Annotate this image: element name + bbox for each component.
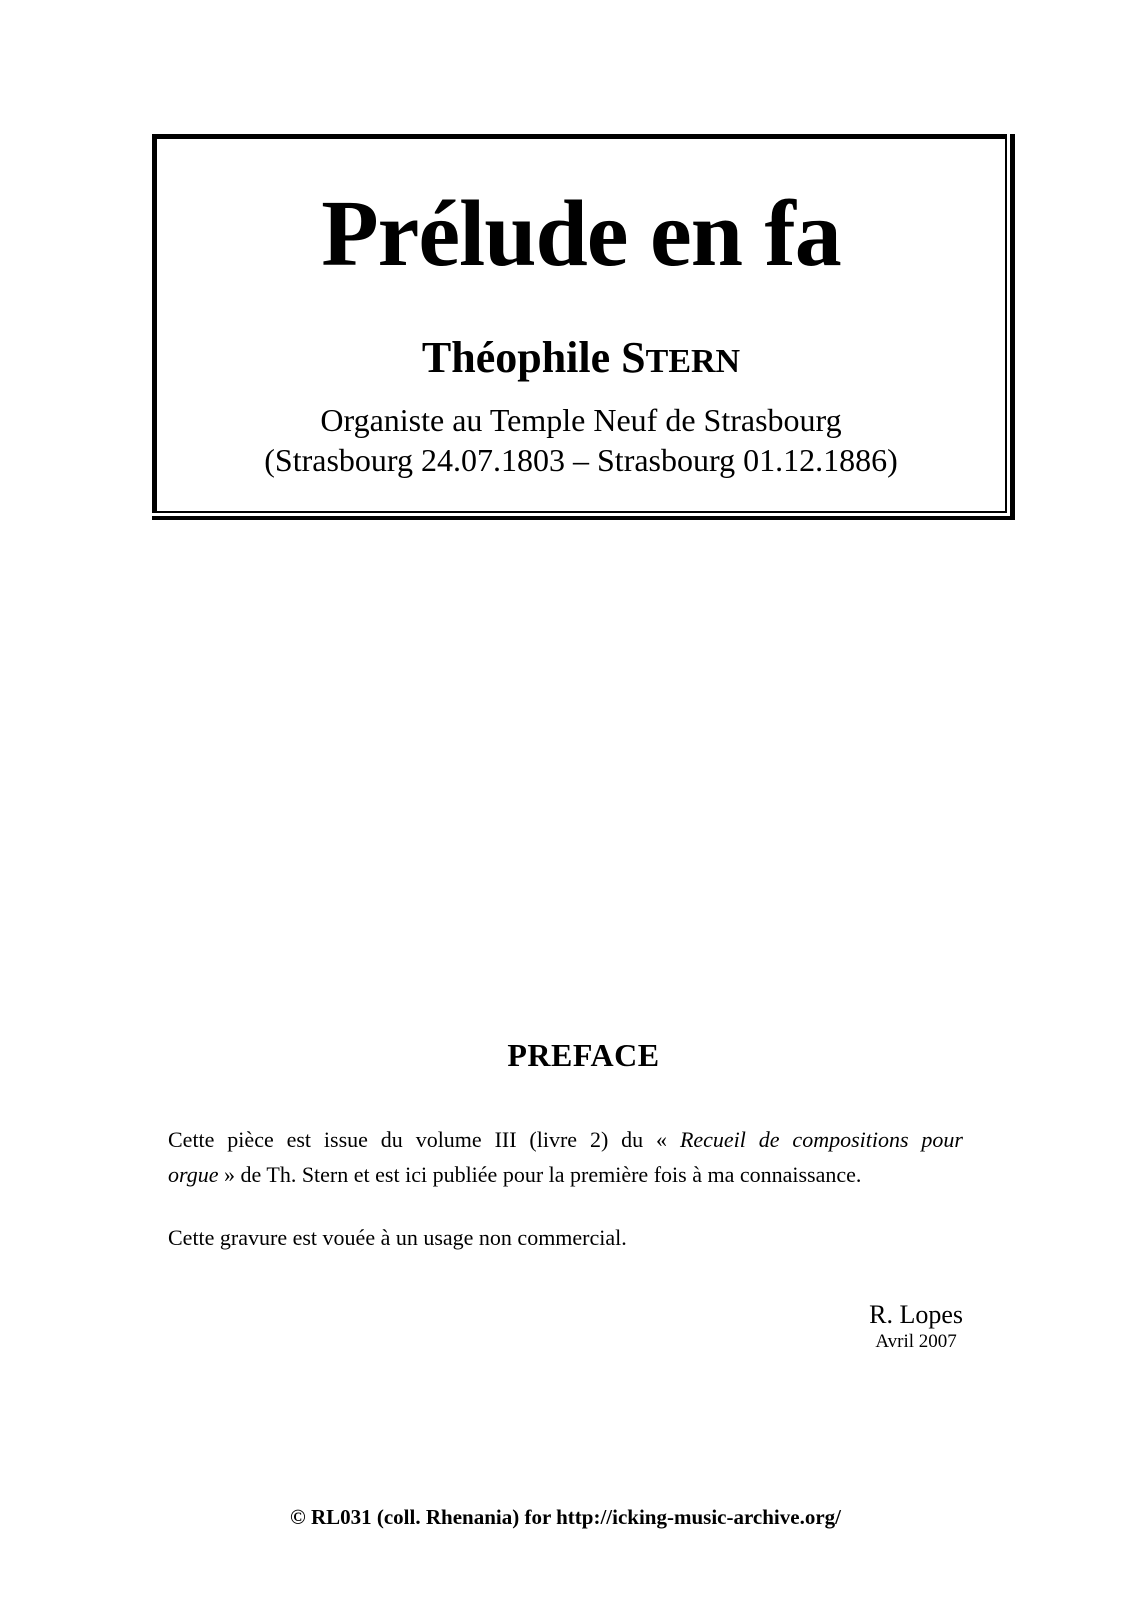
composer-last-initial: S	[621, 333, 646, 382]
paragraph-text-roman-end: » de Th. Stern et est ici publiée pour la première fois à ma connaissance.	[218, 1162, 862, 1187]
piece-title: Prélude en fa	[321, 182, 841, 286]
preface-paragraph-1	[168, 1122, 963, 1192]
signature-date: Avril 2007	[875, 1330, 957, 1352]
preface-paragraph-2: Cette gravure est vouée à un usage non commercial.	[168, 1225, 627, 1250]
paragraph-text-italic-title-end: orgue	[168, 1162, 219, 1187]
title-box	[152, 134, 1015, 520]
composer-last-smallcaps: TERN	[645, 343, 741, 380]
paragraph-text-italic-title: Recueil de compositions pour	[679, 1127, 963, 1152]
preface-heading: PREFACE	[507, 1037, 660, 1073]
composer-dates: (Strasbourg 24.07.1803 – Strasbourg 01.12.1886)	[264, 442, 898, 478]
preface-paragraph-1-line-2	[168, 1157, 963, 1192]
editor-signature	[869, 1300, 963, 1355]
composer-name	[157, 333, 1005, 382]
title-box-inner	[152, 134, 1007, 513]
composer-first-name: Théophile	[421, 333, 611, 382]
paragraph-text-roman: Cette pièce est issue du volume III (livre 2) du «	[168, 1127, 680, 1152]
editor-name: R. Lopes	[869, 1300, 963, 1329]
footer-credit: © RL031 (coll. Rhenania) for http://icking-music-archive.org/	[290, 1505, 841, 1529]
preface-paragraph-1-line-1	[168, 1122, 963, 1157]
composer-role: Organiste au Temple Neuf de Strasbourg	[320, 402, 842, 438]
